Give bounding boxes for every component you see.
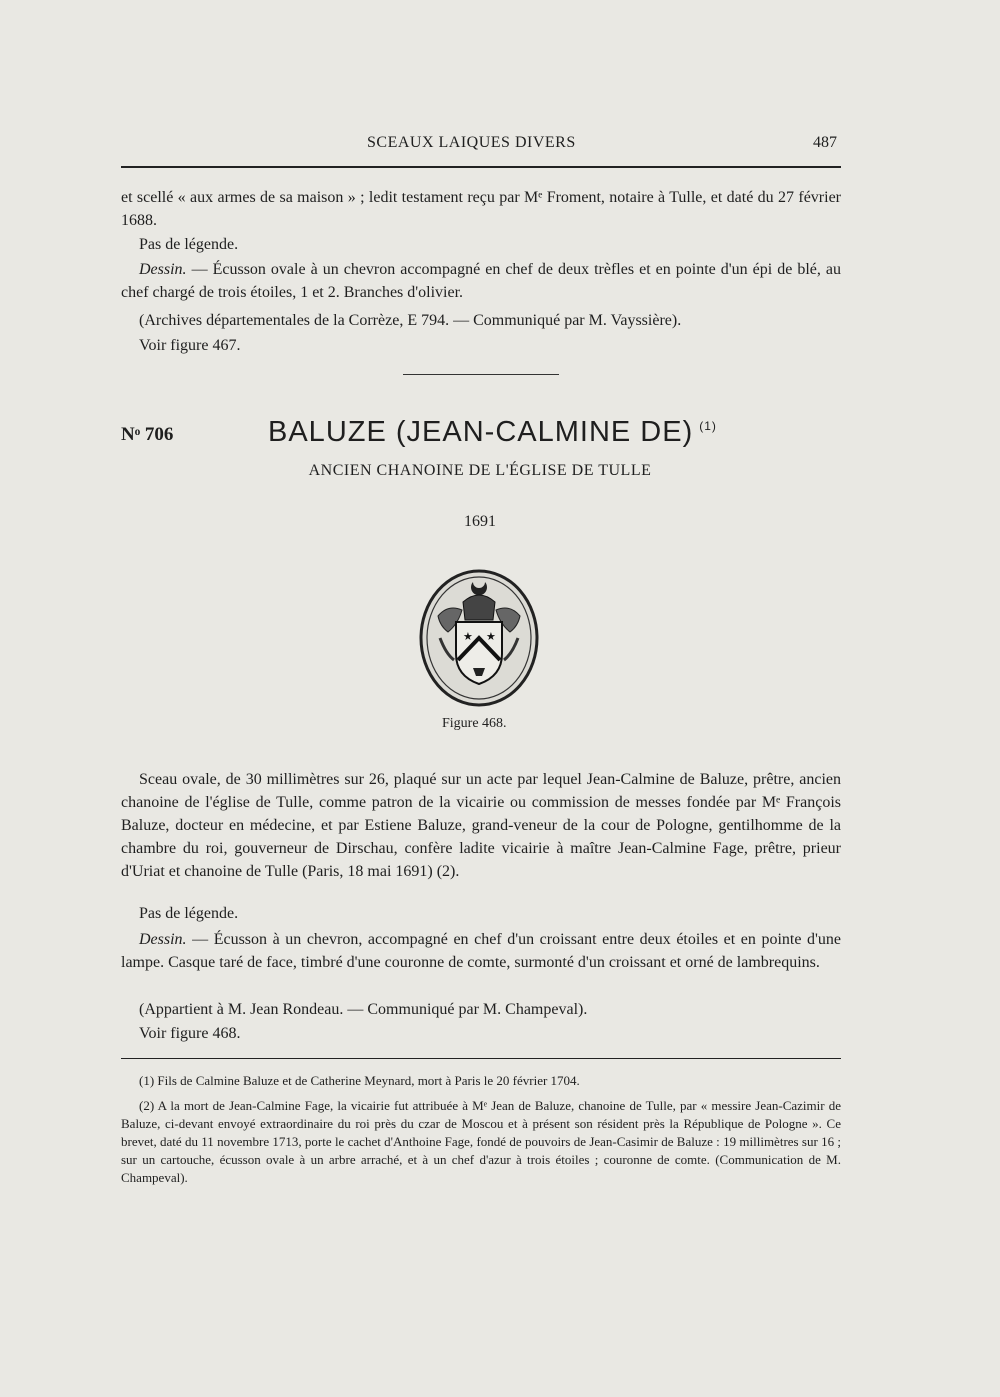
prev-entry-figure-ref: Voir figure 467. — [139, 337, 241, 354]
footnote-2: (2) A la mort de Jean-Calmine Fage, la vicairie fut attribuée à Mᵉ Jean de Baluze, chanoine de Tulle, par « messire Jean-Cazimir de Baluze, ci-devant envoyé extraordinaire du roi près du czar de Moscou et à présent son résident près la République de Pologne ». Ce brevet, daté du 11 novembre 1713, porte le cachet d'Anthoine Fage, fondé de pouvoirs de Jean-Casimir de Baluze : 19 millimètres sur 16 ; sur un cartouche, écusson ovale à un arbre arraché, et à un chef d'azur à trois étoiles ; couronne de comte. (Communication de M. Champeval). — [121, 1098, 841, 1185]
entry-source: (Appartient à M. Jean Rondeau. — Communiqué par M. Champeval). — [139, 1001, 588, 1018]
entry-subtitle-text: ANCIEN CHANOINE DE L'ÉGLISE DE TULLE — [308, 462, 652, 479]
figure-caption: Figure 468. — [442, 716, 507, 731]
entry-year: 1691 — [464, 513, 496, 530]
prev-entry-legend: Pas de légende. — [139, 236, 239, 253]
entry-description: Sceau ovale, de 30 millimètres sur 26, plaqué sur un acte par lequel Jean-Calmine de Baluze, prêtre, ancien chanoine de l'église de Tulle, comme patron de la vicairie ou commission de messes fondée par Mᵉ François Baluze, docteur en médecine, et par Estiene Baluze, grand-veneur de la cour de Pologne, gentilhomme de la chambre du roi, gouverneur de Dirschau, confère ladite vicairie à maître Jean-Calmine Fage, prêtre, prieur d'Uriat et chanoine de Tulle (Paris, 18 mai 1691) (2). — [121, 771, 841, 880]
footnote-1: (1) Fils de Calmine Baluze et de Catherine Meynard, mort à Paris le 20 février 1704. — [139, 1073, 580, 1088]
running-header-title: SCEAUX LAIQUES DIVERS — [367, 134, 576, 151]
header-rule — [121, 166, 841, 168]
prev-entry-continuation: et scellé « aux armes de sa maison » ; ledit testament reçu par Mᵉ Froment, notaire à Tulle, et daté du 27 février 1688. — [121, 189, 841, 229]
entry-subtitle — [0, 462, 1000, 480]
prev-entry-dessin — [121, 258, 841, 304]
entry-number: Nᵒ 706 — [121, 424, 174, 445]
entry-note-ref: (1) — [699, 419, 717, 434]
dessin-text: — Écusson ovale à un chevron accompagné en chef de deux trèfles et en pointe d'un épi de blé, au chef chargé de trois étoiles, 1 et 2. Branches d'olivier. — [121, 261, 841, 301]
dessin-label: Dessin. — [139, 261, 187, 278]
entry-title — [268, 416, 717, 449]
footnote-rule — [121, 1058, 841, 1059]
page-number: 487 — [813, 134, 837, 151]
entry-legend: Pas de légende. — [139, 905, 239, 922]
entry-figure-ref: Voir figure 468. — [139, 1025, 241, 1042]
svg-text:★: ★ — [486, 631, 496, 643]
dessin-label: Dessin. — [139, 931, 187, 948]
section-separator — [403, 374, 559, 375]
prev-entry-source: (Archives départementales de la Corrèze, E 794. — Communiqué par M. Vayssière). — [139, 312, 682, 329]
svg-text:★: ★ — [463, 631, 473, 643]
seal-drawing — [418, 568, 540, 708]
entry-dessin — [121, 928, 841, 974]
entry-title-text: BALUZE (JEAN-CALMINE DE) — [268, 416, 694, 448]
seal-image — [418, 568, 540, 713]
dessin-text: — Écusson à un chevron, accompagné en chef d'un croissant entre deux étoiles et en pointe d'une lampe. Casque taré de face, timbré d'une couronne de comte, surmonté d'un croissant et orné de lambrequins. — [121, 931, 841, 971]
